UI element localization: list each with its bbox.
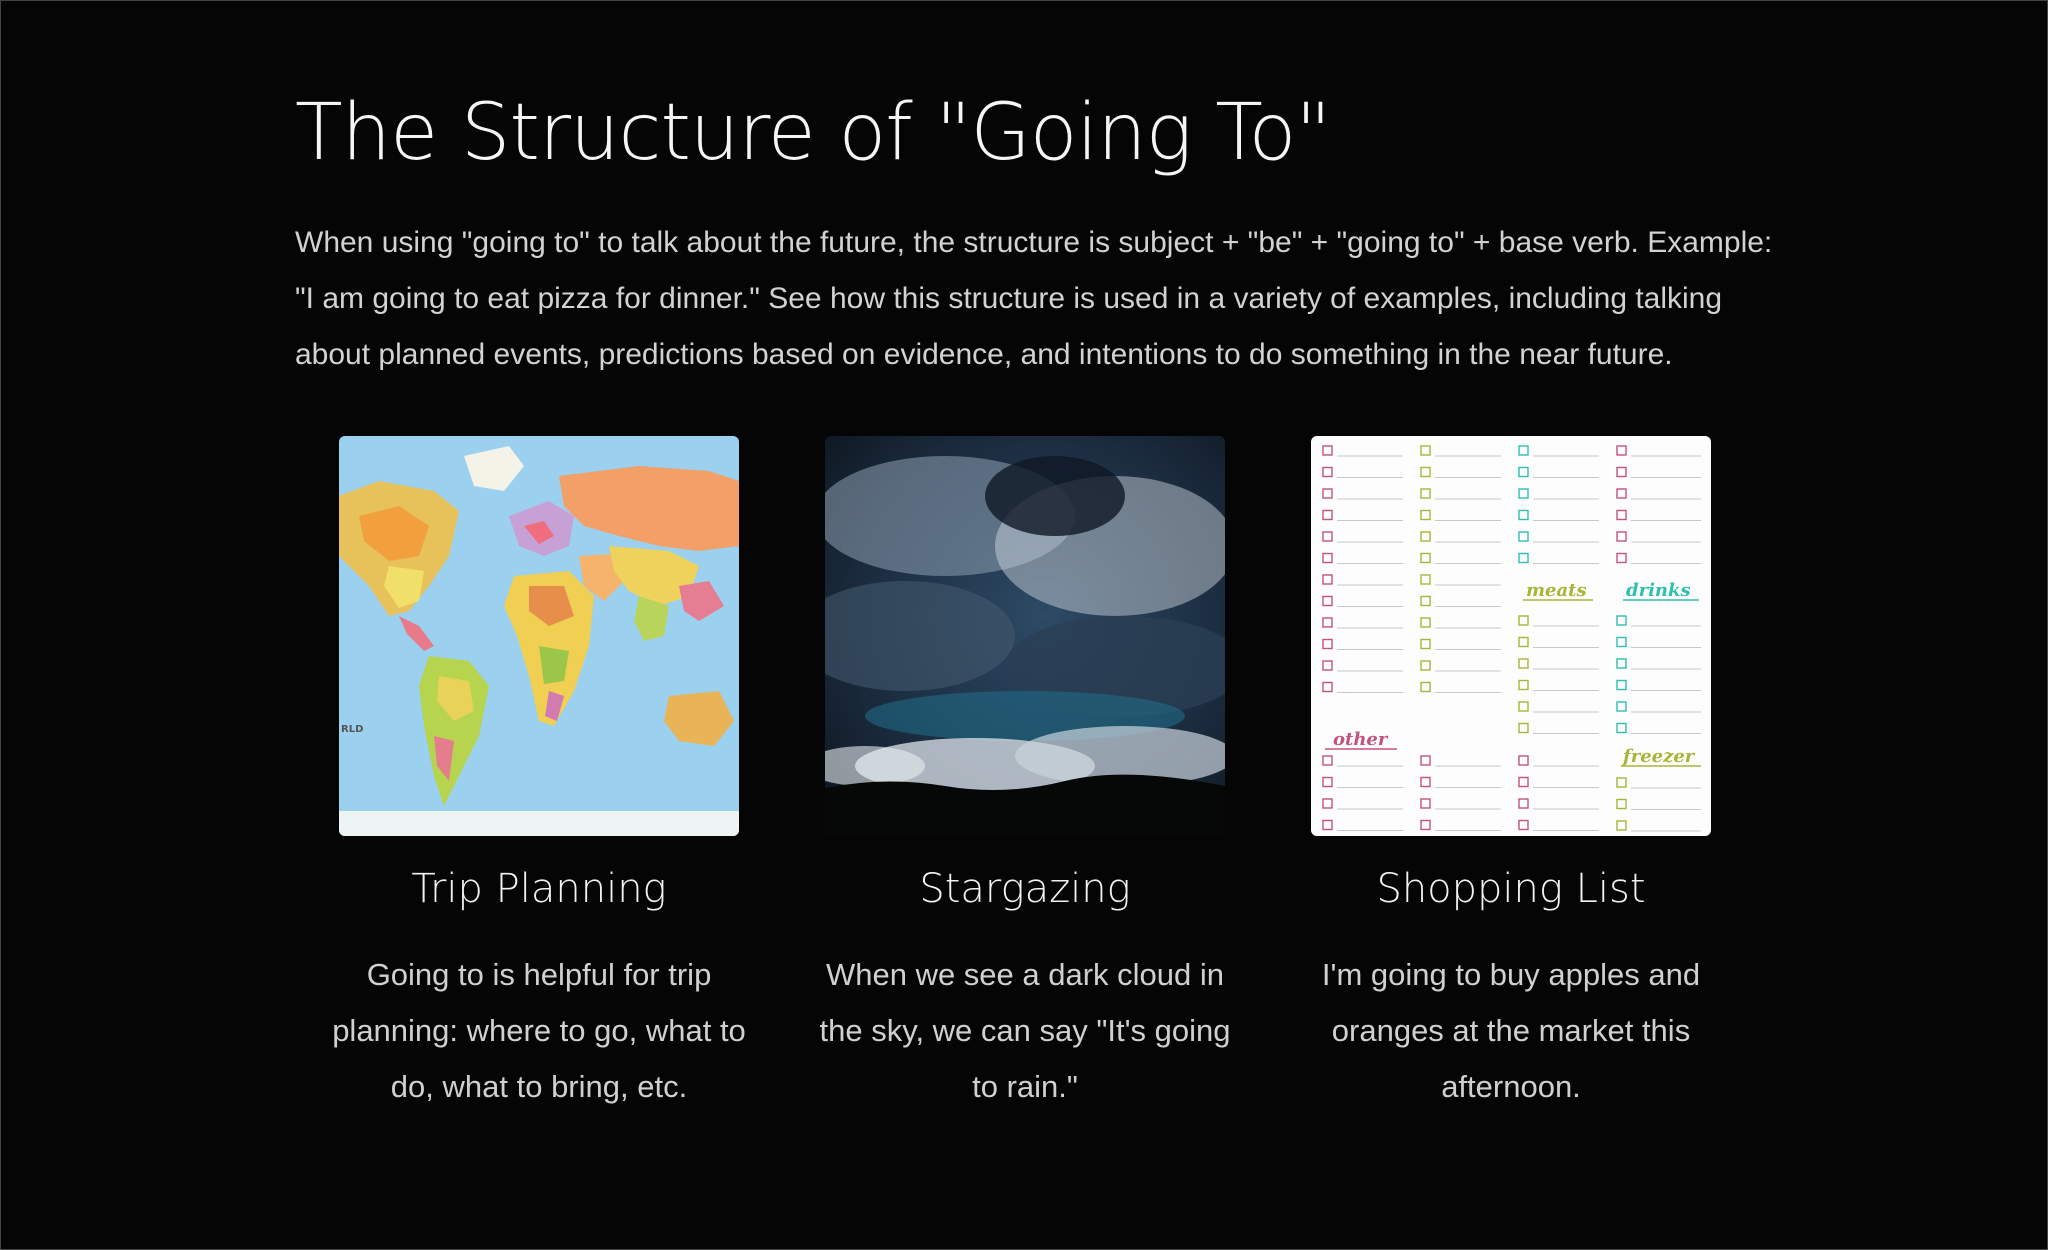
map-label: RLD [341, 724, 364, 735]
world-map-image [339, 436, 739, 836]
card-heading: Stargazing [919, 866, 1131, 912]
card-text: When we see a dark cloud in the sky, we can say "It's going to rain." [819, 957, 1231, 1104]
storm-clouds-image [825, 436, 1225, 836]
card-heading: Shopping List [1376, 866, 1646, 912]
card-heading: Trip Planning [411, 866, 667, 912]
card-text: Going to is helpful for trip planning: where to go, what to do, what to bring, etc. [332, 957, 746, 1104]
slide-title: The Structure of "Going To" [295, 88, 1331, 178]
card-text: I'm going to buy apples and oranges at the market this afternoon. [1321, 957, 1701, 1104]
intro-paragraph: When using "going to" to talk about the future, the structure is subject + "be" + "going to" + base verb. Example: "I am going to eat pizza for dinner." See how this structure is used in a variety of examples, including talking about planned events, predictions based on evidence, and intentions to do something in the near future. [295, 226, 1773, 371]
list-label-freezer: freezer [1623, 746, 1695, 767]
list-label-drinks: drinks [1626, 580, 1691, 601]
list-label-meats: meats [1526, 580, 1587, 601]
shopping-list-image [1311, 436, 1711, 836]
list-label-other: other [1333, 729, 1388, 750]
